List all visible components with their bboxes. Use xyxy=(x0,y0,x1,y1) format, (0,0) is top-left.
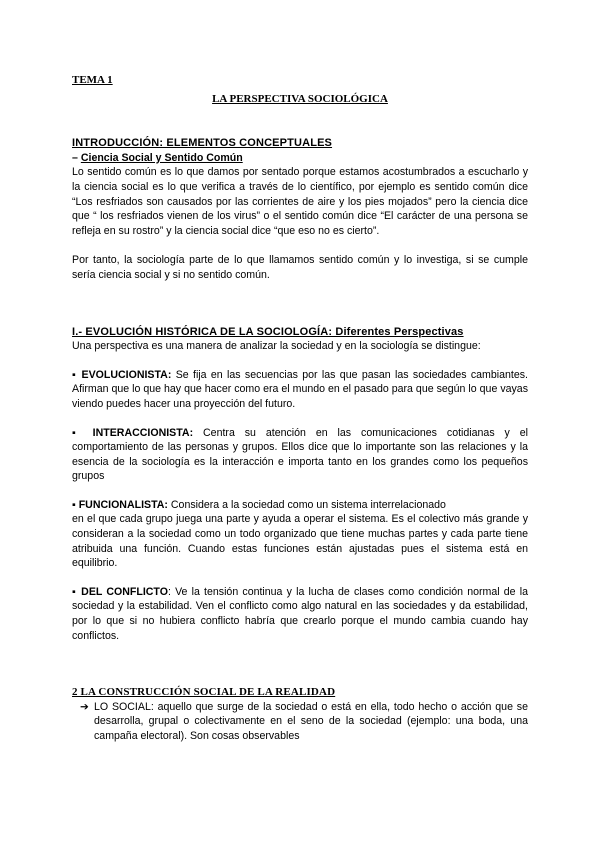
chapter-label: TEMA 1 xyxy=(72,74,113,86)
perspective-text: Considera a la sociedad como un sistema interrelacionado xyxy=(167,498,446,511)
perspective-text: Se fija en las secuencias por las que pasan las sociedades cambiantes. Afirman que lo que hay que hacer como era el mundo en el pasado para que según lo que vayas viendo puedes hacer una proyección del futuro. xyxy=(72,368,528,410)
perspective-evolucionista xyxy=(72,368,528,412)
perspective-conflicto xyxy=(72,585,528,643)
document-body xyxy=(72,73,528,744)
spacer xyxy=(72,643,528,685)
section2-heading: 2 LA CONSTRUCCIÓN SOCIAL DE LA REALIDAD xyxy=(72,686,336,699)
perspective-interaccionista xyxy=(72,426,528,484)
spacer xyxy=(72,283,528,325)
section1-intro: Una perspectiva es una manera de analizar la sociedad y en la sociología se distingue: xyxy=(72,340,481,353)
intro-subheading xyxy=(72,151,528,166)
subheading-label: Ciencia Social y Sentido Común xyxy=(80,151,243,164)
perspective-funcionalista xyxy=(72,498,528,513)
spacer xyxy=(72,354,528,368)
perspective-text: : Ve la tensión continua y la lucha de clases como condición normal de la sociedad y la estabilidad. Ven el conflicto como algo natural en las sociedades y da estabilidad, por lo que si no hubiera conflicto habría que crearlo porque el mundo cambia cuando hay conflictos. xyxy=(72,585,528,642)
spacer xyxy=(72,412,528,426)
arrow-right-icon: ➔ xyxy=(80,700,89,713)
subheading-dash: – xyxy=(72,151,81,164)
perspective-text: Centra su atención en las comunicaciones cotidianas y el comportamiento de las personas y grupos. Ellos dice que lo importante son las relaciones y la esencia de la sociología es la interacción e importa tanto en los grandes como los pequeños grupos xyxy=(72,426,529,483)
spacer xyxy=(72,571,528,585)
perspective-label: ▪ EVOLUCIONISTA: xyxy=(72,368,172,381)
list-item-text: LO SOCIAL: aquello que surge de la sociedad o está en ella, todo hecho o acción que se desarrolla, grupal o colectivamente en el seno de la sociedad (ejemplo: una boda, una campaña electoral). Son cosas observables xyxy=(94,700,528,742)
document-title: LA PERSPECTIVA SOCIOLÓGICA xyxy=(212,92,388,105)
spacer xyxy=(72,106,528,136)
perspective-label: ▪ INTERACCIONISTA: xyxy=(72,426,194,439)
intro-paragraph-2: Por tanto, la sociología parte de lo que llamamos sentido común y lo investiga, si se cumple sería ciencia social y si no sentido común. xyxy=(72,254,528,281)
spacer xyxy=(72,238,528,253)
spacer xyxy=(72,484,528,498)
arrow-list-item xyxy=(80,700,528,744)
perspective-funcionalista-cont: en el que cada grupo juega una parte y ayuda a operar el sistema. Es el colectivo más grande y consideran a la sociedad como un todo organizado que tiene muchas partes y cada parte tiene atribuida una función. Cuando estas funciones están ajustadas pues el sistema está en equilibrio. xyxy=(72,513,528,570)
section1-heading: I.- EVOLUCIÓN HISTÓRICA DE LA SOCIOLOGÍA: Diferentes Perspectivas xyxy=(72,325,464,338)
intro-heading: INTRODUCCIÓN: ELEMENTOS CONCEPTUALES xyxy=(72,137,333,150)
perspective-label: ▪ FUNCIONALISTA: xyxy=(72,498,168,511)
perspective-label: ▪ DEL CONFLICTO xyxy=(72,585,168,598)
intro-paragraph-1: Lo sentido común es lo que damos por sentado porque estamos acostumbrados a escucharlo y la ciencia social es lo que verifica a través de lo científico, por ejemplo es sentido común dice “Los resfriados son causados por las corrientes de aire y los pies mojados” pero la ciencia dice que “ los resfriados vienen de los virus” o el sentido común dice “El carácter de una persona se refleja en su rostro” y la ciencia social dice “que eso no es cierto”. xyxy=(72,166,528,237)
